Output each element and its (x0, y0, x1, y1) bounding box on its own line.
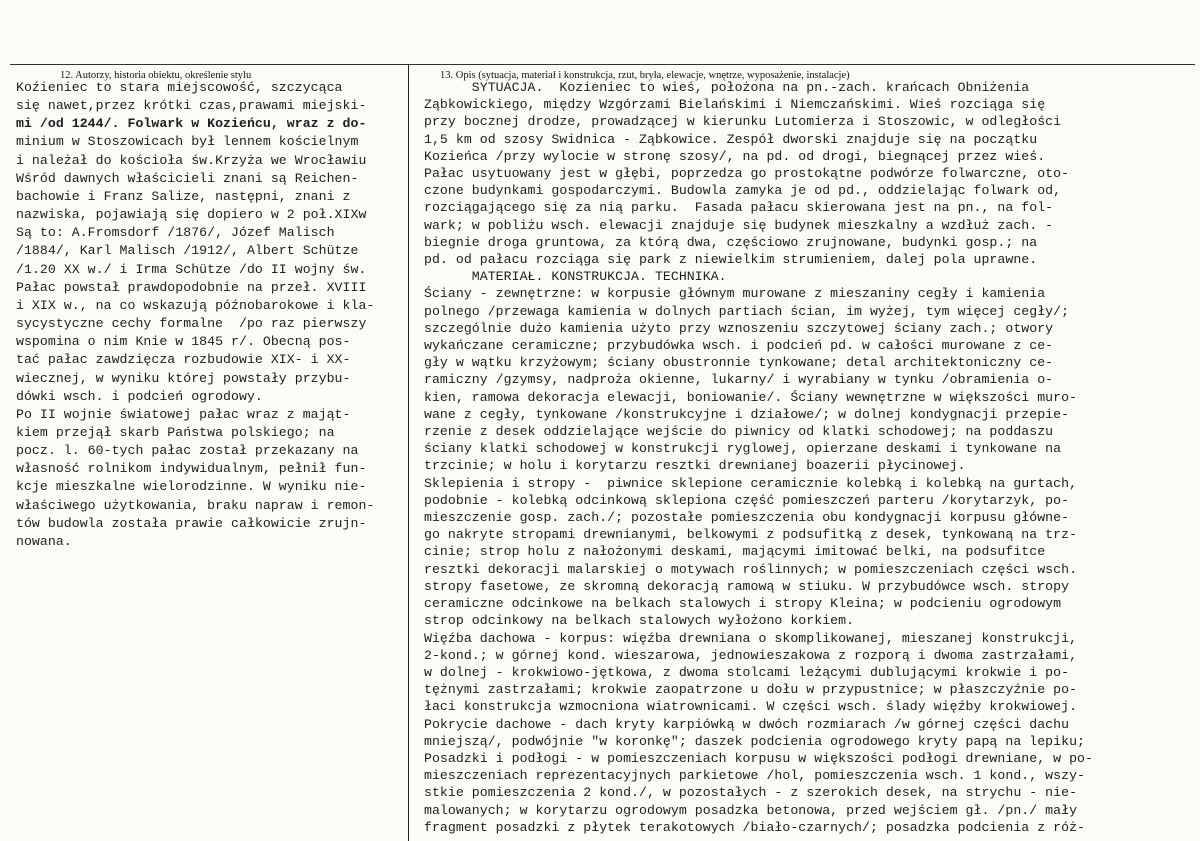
history-line: dówki wsch. i podcień ogrodowy. (16, 388, 263, 404)
history-line: pocz. l. 60-tych pałac został przekazany na (16, 443, 359, 459)
history-line: sycystyczne cechy formalne /po raz pierwszy (16, 316, 367, 332)
section-12-heading: 12. Autorzy, historia obiektu, określenie stylu (60, 70, 252, 81)
description-line: czone budynkami gospodarczymi. Budowla zamyka je od pd., oddzielając folwark od, (424, 183, 1062, 199)
history-line: i należał do kościoła św.Krzyża we Wrocławiu (16, 152, 367, 168)
history-line: własność rolnikom indywidualnym, pełnił fun- (16, 461, 367, 477)
history-line: kcje mieszkalne wielorodzinne. W wyniku nie- (16, 479, 367, 495)
history-line: właściwego użytkowania, braku napraw i remon- (16, 497, 375, 513)
description-line: gły w wątku krzyżowym; ściany obustronnie tynkowane; detal architektoniczny ce- (424, 355, 1054, 371)
description-line: polnego /przewaga kamienia w dolnych partiach ścian, im wyżej, tym więcej cegły/; (424, 303, 1070, 319)
description-line: rozciągającego się za nią parku. Fasada pałacu skierowana jest na pn., na fol- (424, 200, 1054, 216)
description-line: ściany klatki schodowej w konstrukcji ryglowej, opierzane deskami i tynkowane na (424, 441, 1062, 457)
description-line: trzcinie; w holu i korytarzu resztki drewnianej boazerii płycinowej. (424, 458, 966, 474)
description-line: Więźba dachowa - korpus: więźba drewniana o skomplikowanej, mieszanej konstrukcji, (424, 630, 1078, 646)
history-line: /1.20 XX w./ i Irma Schütze /do II wojny św. (16, 261, 367, 277)
description-line: go nakryte stropami drewnianymi, belkowymi z podsufitką z desek, tynkowaną na trz- (424, 527, 1078, 543)
description-line: Ściany - zewnętrzne: w korpusie głównym murowane z mieszaniny cegły i kamienia (424, 286, 1046, 302)
top-rule (10, 64, 1195, 65)
description-line: Pokrycie dachowe - dach kryty karpiówką w dwóch rozmiarach /w górnej części dachu (424, 716, 1070, 732)
description-line: ramiczny /gzymsy, nadproża okienne, lukarny/ i wyrabiany w tynku /obramienia o- (424, 372, 1054, 388)
description-line: wykańczane ceramiczne; przybudówka wsch. i podcień pd. w całości murowane z ce- (424, 338, 1054, 354)
description-line: resztki dekoracji malarskiej o motywach roślinnych; w pomieszczeniach części wsch. (424, 561, 1078, 577)
history-line: minium w Stoszowicach był lennem kościelnym (16, 134, 359, 150)
history-line: Po II wojnie światowej pałac wraz z mająt- (16, 406, 351, 422)
description-line: rzenie z desek oddzielające wejście do piwnicy od klatki schodowej; na poddaszu (424, 424, 1054, 440)
history-line: kiem przejął skarb Państwa polskiego; na (16, 424, 335, 440)
description-line: Ząbkowickiego, między Wzgórzami Bielańskimi i Niemczańskimi. Wieś rozciąga się (424, 97, 1046, 113)
history-line: tać pałac zawdzięcza rozbudowie XIX- i XX- (16, 352, 351, 368)
history-line: Wśród dawnych właścicieli znani są Reichen- (16, 170, 359, 186)
description-line: mieszczeniach reprezentacyjnych parkietowe /hol, pomieszczenia wsch. 1 kond., wszy- (424, 768, 1085, 784)
history-line: i XIX w., na co wskazują późnobarokowe i kla- (16, 297, 375, 313)
history-line: Koźieniec to stara miejscowość, szczycąca (16, 80, 343, 95)
history-line: mi /od 1244/. Folwark w Kozieńcu, wraz z do- (16, 116, 367, 132)
description-line: wane z cegły, tynkowane /konstrukcyjne i działowe/; w dolnej kondygnacji przepie- (424, 406, 1070, 422)
history-line: Pałac powstał prawdopodobnie na przeł. XVIII (16, 279, 367, 295)
description-line: Pałac usytuowany jest w głębi, poprzedza go prostokątne podwórze folwarczne, oto- (424, 166, 1070, 182)
history-line: nowana. (16, 533, 72, 549)
section-13-heading: 13. Opis (sytuacja, materiał i konstrukcja, rzut, bryła, elewacje, wnętrze, wyposażenie, instalacje) (440, 70, 850, 81)
description-line: 1,5 km od szosy Swidnica - Ząbkowice. Zespół dworski znajduje się na początku (424, 131, 1038, 147)
description-line: pd. od pałacu rozciąga się park z niewielkim strumieniem, dalej pola uprawne. (424, 252, 1038, 268)
description-line: stkie pomieszczenia 2 kond./, w pozostałych - z szerokich desek, na strychu - nie- (424, 785, 1078, 801)
history-line: Są to: A.Fromsdorf /1876/, Józef Malisch (16, 225, 335, 241)
history-line: bachowie i Franz Salize, następni, znani z (16, 188, 351, 204)
history-line: wiecznej, w wyniku której powstały przybu- (16, 370, 351, 386)
description-line: stropy fasetowe, ze skromną dekoracją ramową w stiuku. W przybudówce wsch. stropy (424, 578, 1070, 594)
description-line: mniejszą/, podwójnie "w koronkę"; daszek podcienia ogrodowego kryty papą na lepiku; (424, 733, 1085, 749)
description-text-column (424, 79, 1194, 836)
description-line: MATERIAŁ. KONSTRUKCJA. TECHNIKA. (424, 269, 727, 285)
description-line: w dolnej - krokwiowo-jętkowa, z dwoma stolcami leżącymi dublującymi krokwie i po- (424, 664, 1070, 680)
description-line: szczególnie dużo kamienia użyto przy wznoszeniu szczytowej ściany zach.; otwory (424, 320, 1054, 336)
description-line: łaci konstrukcja wzmocniona wiatrownicami. W części wsch. ślady więźby krokwiowej. (424, 699, 1078, 715)
description-line: malowanych; w korytarzu ogrodowym posadzka betonowa, przed wejściem gł. /pn./ mały (424, 802, 1078, 818)
description-line: przy bocznej drodze, prowadzącej w kierunku Lutomierza i Stoszowic, w odległości (424, 114, 1062, 130)
history-line: się nawet,przez krótki czas,prawami miejski- (16, 98, 367, 114)
history-line: wspomina o nim Knie w 1845 r/. Obecną pos- (16, 334, 351, 350)
history-line: tów budowla została prawie całkowicie zrujn- (16, 515, 367, 531)
description-line: 2-kond.; w górnej kond. wieszarowa, jednowieszakowa z rozporą i dwoma zastrzałami, (424, 647, 1078, 663)
description-line: SYTUACJA. Kozieniec to wieś, położona na pn.-zach. krańcach Obniżenia (424, 80, 1030, 95)
description-line: cinie; strop holu z nałożonymi deskami, mającymi imitować belki, na podsufitce (424, 544, 1046, 560)
description-line: biegnie droga gruntowa, za którą dwa, częściowo zrujnowane, budynki gosp.; na (424, 234, 1038, 250)
description-line: kien, ramowa dekoracja elewacji, boniowanie/. Ściany wewnętrzne w większości muro- (424, 389, 1078, 405)
history-line: /1884/, Karl Malisch /1912/, Albert Schütze (16, 243, 359, 259)
history-line: nazwiska, pojawiają się dopiero w 2 poł.XIXw (16, 207, 367, 223)
description-line: strop odcinkowy na belkach stalowych wyłożono korkiem. (424, 613, 855, 629)
history-text-column (16, 79, 411, 551)
description-line: Posadzki i podłogi - w pomieszczeniach korpusu w większości podłogi drewniane, w po- (424, 750, 1093, 766)
description-line: Kozieńca /przy wylocie w stronę szosy/, na pd. od drogi, biegnącej przez wieś. (424, 148, 1046, 164)
description-line: ceramiczne odcinkowe na belkach stalowych i stropy Kleina; w podcieniu ogrodowym (424, 596, 1062, 612)
description-line: tężnymi zastrzałami; krokwie zaopatrzone u dołu w przypustnice; w płaszczyźnie po- (424, 682, 1078, 698)
description-line: wark; w pobliżu wsch. elewacji znajduje się budynek mieszkalny a wzdłuż zach. - (424, 217, 1054, 233)
description-line: fragment posadzki z płytek terakotowych /biało-czarnych/; posadzka podcienia z róż- (424, 819, 1085, 835)
description-line: mieszczenie gosp. zach./; pozostałe pomieszczenia obu kondygnacji korpusu główne- (424, 510, 1070, 526)
description-line: podobnie - kolebką odcinkową sklepiona część pomieszczeń parteru /korytarzyk, po- (424, 492, 1070, 508)
description-line: Sklepienia i stropy - piwnice sklepione ceramicznie kolebką i kolebką na gurtach, (424, 475, 1078, 491)
